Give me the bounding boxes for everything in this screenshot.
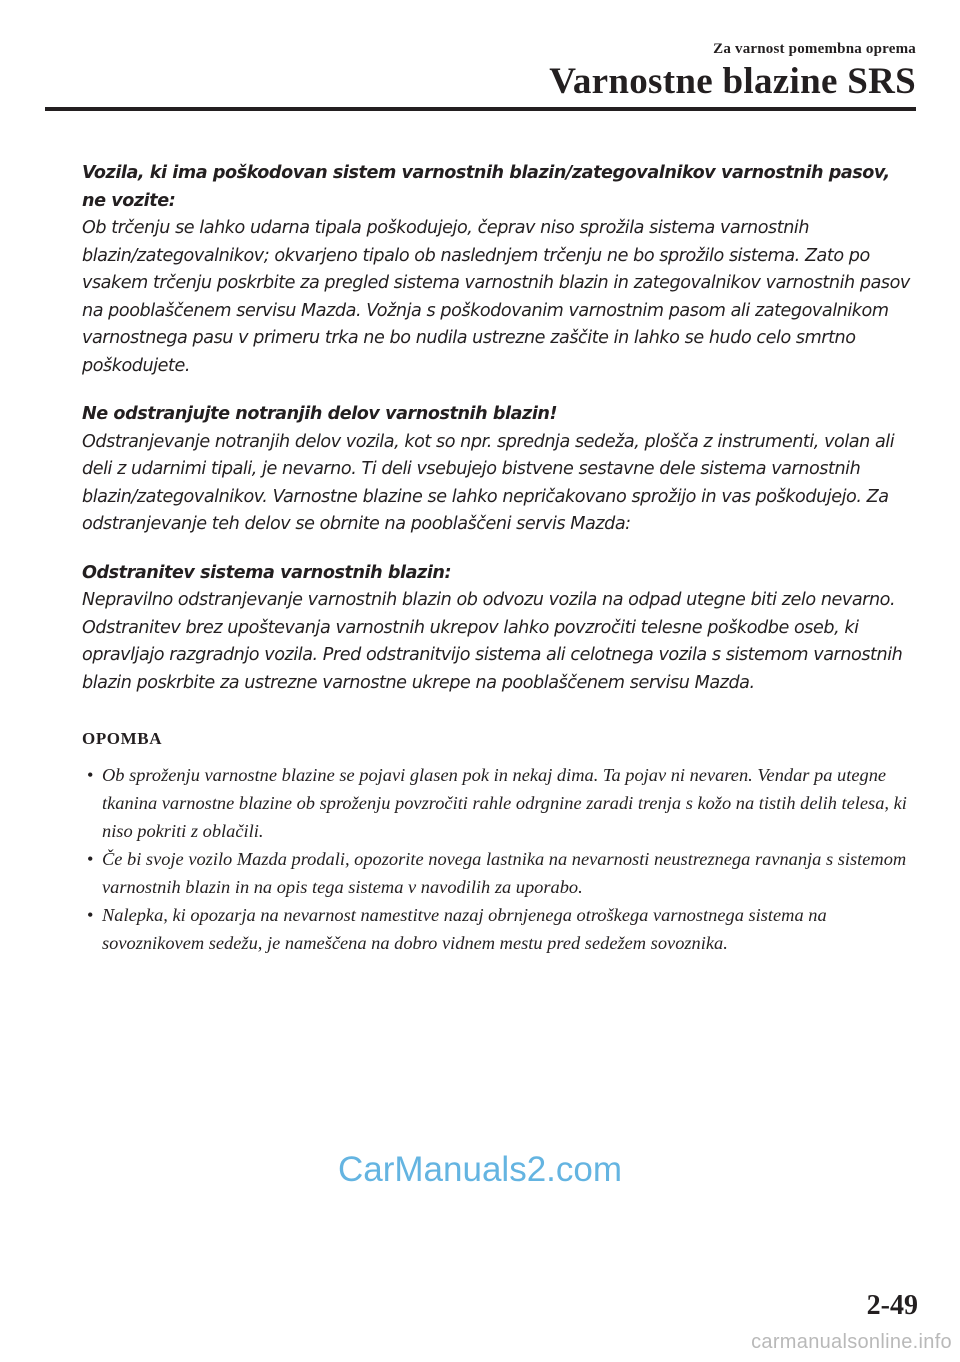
warning-title: Vozila, ki ima poškodovan sistem varnostnih blazin/zategovalnikov varnostnih pasov, ne vozite: (82, 163, 890, 211)
note-item-text: Če bi svoje vozilo Mazda prodali, opozorite novega lastnika na nevarnosti neustreznega ravnanja s sistemom varnostnih blazin in na opis tega sistema v navodilih za uporabo. (102, 849, 907, 897)
section-label: Za varnost pomembna oprema (713, 41, 916, 57)
warning-title: Odstranitev sistema varnostnih blazin: (82, 562, 452, 583)
note-item (82, 845, 914, 901)
chapter-title: Varnostne blazine SRS (549, 61, 916, 102)
note-item (82, 761, 914, 845)
warning-title: Ne odstranjujte notranjih delov varnostnih blazin! (82, 404, 558, 424)
watermark: CarManuals2.com (338, 1150, 622, 1189)
warning-text: Nepravilno odstranjevanje varnostnih blazin ob odvozu vozila na odpad utegne biti zelo nevarno. Odstranitev brez upoštevanja varnostnih ukrepov lahko povzročiti telesne poškodbe oseb, ki opravljajo razgradnjo vozila. Pred odstranitvijo sistema ali celotnega vozila s sistemom varnostnih blazin poskrbite za ustrezne varnostne ukrepe na pooblaščenem servisu Mazda. (82, 590, 903, 693)
footer-site-link[interactable]: carmanualsonline.info (751, 1331, 952, 1353)
page-header (549, 40, 916, 103)
warning-block (82, 560, 914, 698)
note-list (82, 761, 914, 957)
bullet-icon: • (87, 905, 94, 925)
bullet-icon: • (87, 765, 94, 785)
warning-text: Odstranjevanje notranjih delov vozila, kot so npr. sprednja sedeža, plošča z instrumenti, volan ali deli z udarnimi tipali, je nevarno. Ti deli vsebujejo bistvene sestavne dele sistema varnostnih blazin/zategovalnikov. Varnostne blazine se lahko nepričakovano sprožijo in vas poškodujejo. Za odstranjevanje teh delov se obrnite na pooblaščeni servis Mazda: (82, 431, 895, 534)
warning-block (82, 401, 914, 539)
note-item-text: Nalepka, ki opozarja na nevarnost namestitve nazaj obrnjenega otroškega varnostnega sistema na sovoznikovem sedežu, je nameščena na dobro vidnem mestu pred sedežem sovoznika. (102, 905, 827, 953)
warning-block (82, 160, 914, 380)
warning-text: Ob trčenju se lahko udarna tipala poškodujejo, čeprav niso sprožila sistema varnostnih blazin/zategovalnikov; okvarjeno tipalo ob naslednjem trčenju ne bo sprožilo sistema. Zato po vsakem trčenju poskrbite za pregled sistema varnostnih blazin in zategovalnikov varnostnih pasov na pooblaščenem servisu Mazda. Vožnja s poškodovanim varnostnim pasom ali zategovalnikom varnostnega pasu v primeru trka ne bo nudila ustrezne zaščite in lahko se hudo celo smrtno poškodujete. (82, 218, 910, 376)
page-content (82, 160, 914, 957)
page-number: 2-49 (866, 1290, 918, 1321)
note-block (82, 729, 914, 957)
header-rule (45, 107, 916, 111)
note-item-text: Ob sproženju varnostne blazine se pojavi glasen pok in nekaj dima. Ta pojav ni nevaren. Vendar pa utegne tkanina varnostne blazine ob sproženju povzročiti rahle odrgnine zaradi trenja s kožo na tistih delih telesa, ki niso pokriti z oblačili. (102, 765, 907, 841)
note-item (82, 901, 914, 957)
bullet-icon: • (87, 849, 94, 869)
note-title: OPOMBA (82, 729, 163, 748)
